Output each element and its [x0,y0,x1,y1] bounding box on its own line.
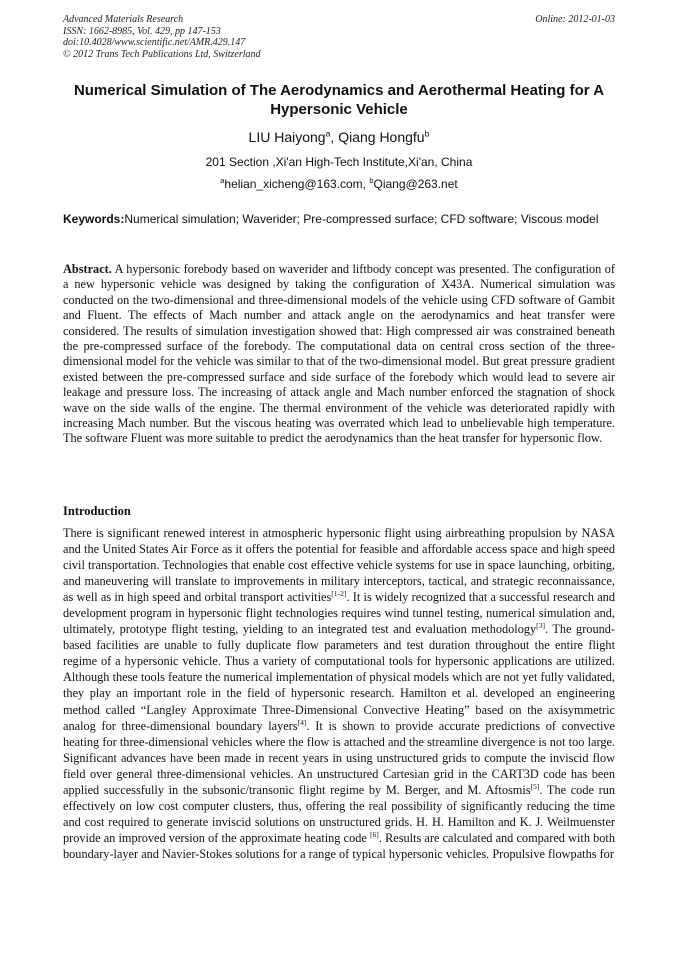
author-name: Qiang Hongfu [338,129,425,145]
affiliation: 201 Section ,Xi'an High-Tech Institute,Xi'an, China [205,155,473,169]
abstract [63,262,615,447]
citation: [1-2] [331,589,347,599]
paragraph-text: . The code run effectively on low cost computer clusters, thus, offering the real possibility of significantly reducing the time and cost required to generate inviscid solutions on unstructured grids. H. H. Hamilton and K. J. Weilmuenster provide an improved version of the approximate heating code [63,782,615,845]
email-line [63,176,615,192]
email-address: helian_xicheng@163.com, [224,177,370,191]
citation: [5] [530,781,540,791]
email-superscript: b [369,176,374,185]
paragraph-text: . The ground-based facilities are unable to fully duplicate flow parameters and test duration throughout the entire flight regime of a hypersonic vehicle. Thus a variety of computational tools for hypersonic applications are utilized. Although these tools feature the numerical implementation of physical models which are not yet fully validated, they play an important role in the field of hypersonic research. Hamilton et al. developed an engineering method called “Langley Approximate Three-Dimensional Convective Heating” based on the axisymmetric analog for three-dimensional boundary layers [63,622,615,733]
email-superscript: a [220,176,225,185]
journal-header [63,14,615,60]
journal-name: Advanced Materials Research [63,14,184,25]
author-superscript: b [424,128,430,139]
copyright-line: © 2012 Trans Tech Publications Ltd, Switzerland [63,48,261,60]
online-date: Online: 2012-01-03 [535,14,615,25]
section-heading: Introduction [63,504,131,518]
email-address: Qiang@263.net [373,177,458,191]
keywords-text: Numerical simulation; Waverider; Pre-compressed surface; CFD software; Viscous model [124,212,599,226]
paragraph-text: There is significant renewed interest in atmospheric hypersonic flight using airbreathing propulsion by NASA and the United States Air Force as it offers the potential for feasible and affordable access space and high speed civil transportation. Technologies that enable cost effective vehicle systems for use in space launching, orbiting, and maneuvering will translate to improvements in military interceptors, tactical, and strategic reconnaissance, as well as in high speed and orbital transport activities [63,526,615,605]
author-name: LIU Haiyong [248,129,326,145]
paragraph-text: . Results are calculated and compared with both boundary-layer and Navier-Stokes solutions for a range of typical hypersonic vehicles. Propulsive flowpaths for [63,830,615,861]
paragraph-text: . It is shown to provide accurate predictions of convective heating for three-dimensional vehicles where the flow is attached and the streamline divergence is not too large. Significant advances have been made in recent years in using unstructured grids to compute the inviscid flow field over general three-dimensional vehicles. An unstructured Cartesian grid in the CART3D code has been applied successfully in the subsonic/transonic flight regime by M. Berger, and M. Aftosmis [63,718,615,797]
paragraph-text: . It is widely recognized that a successful research and development program in hypersonic flight technologies requires wind tunnel testing, numerical simulation and, ultimately, prototype flight testing, yielding to an integrated test and evaluation methodology [63,590,615,637]
abstract-text: A hypersonic forebody based on waverider and liftbody concept was presented. The configuration of a new hypersonic vehicle was designed by taking the configuration of X43A. Numerical simulation was conducted on the two-dimensional and three-dimensional models of the vehicle using CFD software of Gambit and Fluent. The effects of Mach number and attack angle on the aerodynamics and heat transfer were considered. The results of simulation investigation showed that: High compressed air was constrained beneath the pre-compressed surface of the forebody. The computational data on central cross section of the three-dimensional model for the vehicle was similar to that of the two-dimensional model. But great pressure gradient existed between the pre-compressed surface and side surface of the forebody which would lead to severe air leakage and pressure loss. The increasing of attack angle and Mach number enforced the stagnation of shock wave on the side walls of the engine. The thermal environment of the vehicle was deteriorated rapidly with increasing Mach number. But the viscous heating was overrated which lead to unbelievable high temperature. The software Fluent was more suitable to predict the aerodynamics than the heat transfer for hypersonic flow. [63,262,615,446]
doi-line: doi:10.4028/www.scientific.net/AMR.429.147 [63,37,246,48]
author-superscript: a [325,128,331,139]
citation: [4] [297,717,307,727]
keywords [63,211,615,227]
citation: [6] [369,829,379,839]
citation: [3] [536,621,546,631]
introduction-body [63,525,615,955]
author-line [63,128,615,146]
paper-title: Numerical Simulation of The Aerodynamics and Aerothermal Heating for A Hypersonic Vehicle [73,82,605,118]
author-separator: , [330,129,339,145]
abstract-label: Abstract. [63,262,112,276]
keywords-label: Keywords: [63,212,125,226]
issn-line: ISSN: 1662-8985, Vol. 429, pp 147-153 [63,25,221,37]
